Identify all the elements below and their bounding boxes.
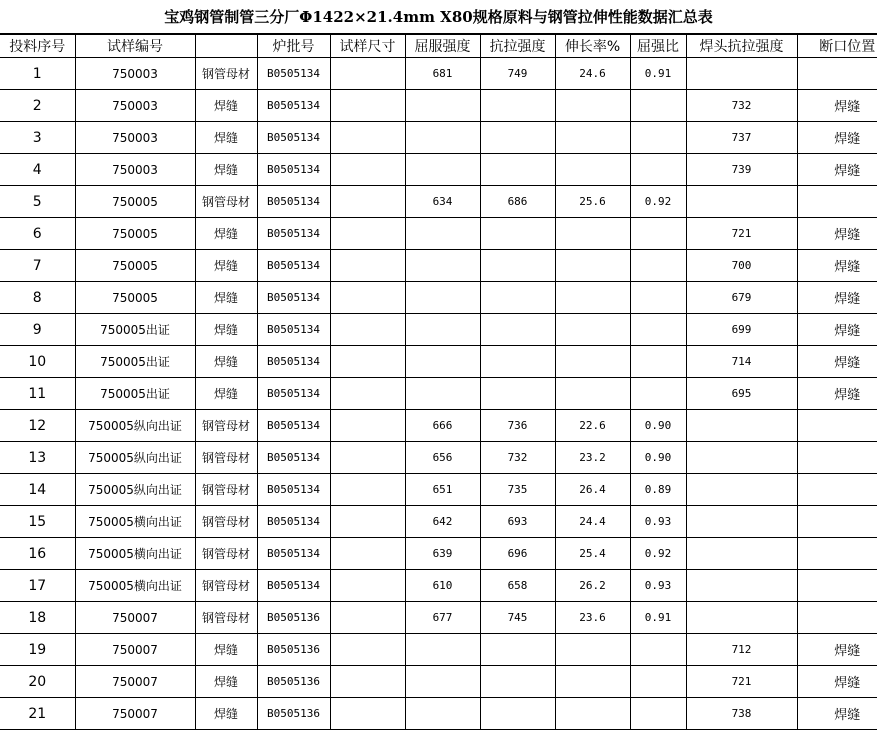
cell-heat-no: B0505134	[257, 250, 330, 282]
cell-yield: 666	[405, 410, 480, 442]
cell-sample-no: 750005	[75, 282, 195, 314]
cell-size	[330, 314, 405, 346]
cell-elongation	[555, 666, 630, 698]
cell-heat-no: B0505134	[257, 506, 330, 538]
cell-ratio	[630, 634, 686, 666]
cell-material: 焊缝	[195, 218, 257, 250]
cell-seq: 16	[0, 538, 75, 570]
cell-sample-no: 750005纵向出证	[75, 410, 195, 442]
cell-seq: 13	[0, 442, 75, 474]
cell-seq: 9	[0, 314, 75, 346]
cell-elongation	[555, 346, 630, 378]
cell-ratio	[630, 122, 686, 154]
cell-size	[330, 218, 405, 250]
cell-heat-no: B0505136	[257, 602, 330, 634]
cell-ratio: 0.92	[630, 186, 686, 218]
cell-size	[330, 570, 405, 602]
cell-heat-no: B0505134	[257, 218, 330, 250]
table-row	[0, 442, 877, 474]
cell-yield	[405, 378, 480, 410]
header-row	[0, 35, 877, 58]
cell-sample-no: 750007	[75, 634, 195, 666]
cell-fracture: 焊缝	[797, 250, 877, 282]
table-row	[0, 378, 877, 410]
cell-seq: 2	[0, 90, 75, 122]
cell-seq: 21	[0, 698, 75, 730]
cell-seq: 4	[0, 154, 75, 186]
cell-tensile	[480, 698, 555, 730]
cell-size	[330, 474, 405, 506]
cell-weld-tensile: 712	[686, 634, 797, 666]
cell-ratio	[630, 154, 686, 186]
cell-yield	[405, 346, 480, 378]
cell-weld-tensile: 739	[686, 154, 797, 186]
cell-size	[330, 346, 405, 378]
cell-tensile	[480, 218, 555, 250]
cell-ratio: 0.90	[630, 442, 686, 474]
cell-material: 焊缝	[195, 378, 257, 410]
cell-yield	[405, 666, 480, 698]
cell-heat-no: B0505134	[257, 58, 330, 90]
cell-ratio	[630, 698, 686, 730]
cell-seq: 15	[0, 506, 75, 538]
cell-fracture: 焊缝	[797, 378, 877, 410]
cell-ratio: 0.90	[630, 410, 686, 442]
cell-size	[330, 634, 405, 666]
cell-sample-no: 750005	[75, 186, 195, 218]
cell-weld-tensile	[686, 58, 797, 90]
cell-fracture: 焊缝	[797, 154, 877, 186]
cell-heat-no: B0505134	[257, 570, 330, 602]
cell-fracture	[797, 442, 877, 474]
cell-sample-no: 750005	[75, 250, 195, 282]
cell-yield	[405, 314, 480, 346]
cell-size	[330, 186, 405, 218]
cell-size	[330, 250, 405, 282]
cell-weld-tensile: 714	[686, 346, 797, 378]
cell-weld-tensile	[686, 570, 797, 602]
cell-tensile: 745	[480, 602, 555, 634]
cell-sample-no: 750007	[75, 602, 195, 634]
cell-elongation	[555, 154, 630, 186]
cell-sample-no: 750005	[75, 218, 195, 250]
table-row	[0, 538, 877, 570]
cell-size	[330, 666, 405, 698]
cell-tensile: 696	[480, 538, 555, 570]
header-yield: 屈服强度	[405, 35, 480, 58]
cell-tensile	[480, 154, 555, 186]
cell-elongation: 26.2	[555, 570, 630, 602]
cell-seq: 18	[0, 602, 75, 634]
table-row	[0, 410, 877, 442]
cell-material: 钢管母材	[195, 442, 257, 474]
header-fracture: 断口位置	[797, 35, 877, 58]
cell-material: 焊缝	[195, 666, 257, 698]
table-row	[0, 122, 877, 154]
cell-weld-tensile	[686, 506, 797, 538]
cell-seq: 14	[0, 474, 75, 506]
cell-weld-tensile: 737	[686, 122, 797, 154]
cell-ratio	[630, 282, 686, 314]
cell-elongation: 23.2	[555, 442, 630, 474]
cell-weld-tensile: 738	[686, 698, 797, 730]
cell-ratio: 0.89	[630, 474, 686, 506]
cell-heat-no: B0505134	[257, 122, 330, 154]
cell-heat-no: B0505134	[257, 378, 330, 410]
cell-seq: 20	[0, 666, 75, 698]
cell-elongation	[555, 314, 630, 346]
cell-heat-no: B0505134	[257, 154, 330, 186]
cell-material: 焊缝	[195, 346, 257, 378]
cell-fracture: 焊缝	[797, 314, 877, 346]
cell-seq: 7	[0, 250, 75, 282]
cell-weld-tensile: 699	[686, 314, 797, 346]
cell-material: 焊缝	[195, 314, 257, 346]
cell-material: 焊缝	[195, 282, 257, 314]
cell-tensile: 693	[480, 506, 555, 538]
cell-weld-tensile: 700	[686, 250, 797, 282]
cell-yield: 681	[405, 58, 480, 90]
cell-tensile	[480, 314, 555, 346]
cell-tensile	[480, 346, 555, 378]
cell-fracture	[797, 186, 877, 218]
cell-ratio: 0.91	[630, 58, 686, 90]
cell-yield	[405, 122, 480, 154]
cell-ratio: 0.91	[630, 602, 686, 634]
cell-ratio: 0.92	[630, 538, 686, 570]
cell-seq: 12	[0, 410, 75, 442]
cell-yield	[405, 634, 480, 666]
cell-elongation: 26.4	[555, 474, 630, 506]
cell-fracture	[797, 506, 877, 538]
cell-yield	[405, 250, 480, 282]
cell-yield	[405, 154, 480, 186]
cell-material: 焊缝	[195, 122, 257, 154]
cell-elongation: 25.6	[555, 186, 630, 218]
header-elongation: 伸长率%	[555, 35, 630, 58]
cell-yield: 642	[405, 506, 480, 538]
cell-heat-no: B0505136	[257, 698, 330, 730]
table-row	[0, 186, 877, 218]
cell-ratio	[630, 346, 686, 378]
cell-material: 钢管母材	[195, 602, 257, 634]
table-row	[0, 474, 877, 506]
table-row	[0, 314, 877, 346]
cell-weld-tensile: 732	[686, 90, 797, 122]
cell-sample-no: 750003	[75, 90, 195, 122]
cell-seq: 8	[0, 282, 75, 314]
table-row	[0, 218, 877, 250]
cell-sample-no: 750005出证	[75, 346, 195, 378]
cell-size	[330, 602, 405, 634]
table-row	[0, 346, 877, 378]
table-row	[0, 698, 877, 730]
cell-weld-tensile	[686, 442, 797, 474]
cell-elongation	[555, 122, 630, 154]
cell-ratio: 0.93	[630, 570, 686, 602]
cell-material: 焊缝	[195, 154, 257, 186]
cell-tensile	[480, 378, 555, 410]
cell-sample-no: 750003	[75, 154, 195, 186]
cell-fracture	[797, 602, 877, 634]
cell-tensile: 658	[480, 570, 555, 602]
cell-elongation	[555, 282, 630, 314]
cell-material: 钢管母材	[195, 186, 257, 218]
cell-size	[330, 282, 405, 314]
table-title: 宝鸡钢管制管三分厂Φ1422×21.4mm X80规格原料与钢管拉伸性能数据汇总表	[0, 0, 877, 34]
cell-heat-no: B0505134	[257, 282, 330, 314]
cell-sample-no: 750005横向出证	[75, 538, 195, 570]
cell-material: 钢管母材	[195, 58, 257, 90]
cell-tensile: 686	[480, 186, 555, 218]
cell-seq: 11	[0, 378, 75, 410]
cell-yield: 656	[405, 442, 480, 474]
cell-size	[330, 442, 405, 474]
cell-material: 焊缝	[195, 250, 257, 282]
cell-yield	[405, 90, 480, 122]
cell-elongation	[555, 250, 630, 282]
cell-ratio	[630, 666, 686, 698]
cell-yield: 610	[405, 570, 480, 602]
cell-size	[330, 58, 405, 90]
cell-fracture: 焊缝	[797, 218, 877, 250]
cell-elongation: 22.6	[555, 410, 630, 442]
cell-material: 钢管母材	[195, 474, 257, 506]
cell-size	[330, 154, 405, 186]
cell-size	[330, 90, 405, 122]
cell-fracture: 焊缝	[797, 666, 877, 698]
cell-fracture	[797, 410, 877, 442]
cell-fracture	[797, 538, 877, 570]
cell-weld-tensile: 721	[686, 218, 797, 250]
cell-elongation	[555, 698, 630, 730]
cell-seq: 3	[0, 122, 75, 154]
cell-ratio	[630, 314, 686, 346]
cell-weld-tensile: 695	[686, 378, 797, 410]
cell-heat-no: B0505134	[257, 314, 330, 346]
cell-tensile	[480, 250, 555, 282]
cell-elongation: 24.4	[555, 506, 630, 538]
cell-sample-no: 750007	[75, 698, 195, 730]
cell-seq: 6	[0, 218, 75, 250]
cell-elongation	[555, 218, 630, 250]
cell-sample-no: 750005纵向出证	[75, 474, 195, 506]
cell-tensile	[480, 634, 555, 666]
cell-sample-no: 750005出证	[75, 314, 195, 346]
cell-sample-no: 750003	[75, 122, 195, 154]
cell-heat-no: B0505134	[257, 538, 330, 570]
cell-material: 焊缝	[195, 698, 257, 730]
cell-yield	[405, 218, 480, 250]
cell-sample-no: 750005出证	[75, 378, 195, 410]
cell-heat-no: B0505134	[257, 186, 330, 218]
table-row	[0, 570, 877, 602]
cell-yield	[405, 698, 480, 730]
cell-ratio	[630, 378, 686, 410]
cell-tensile: 735	[480, 474, 555, 506]
cell-material: 钢管母材	[195, 410, 257, 442]
cell-sample-no: 750003	[75, 58, 195, 90]
header-tensile: 抗拉强度	[480, 35, 555, 58]
cell-heat-no: B0505134	[257, 474, 330, 506]
cell-yield: 651	[405, 474, 480, 506]
data-table	[0, 34, 877, 730]
cell-size	[330, 506, 405, 538]
cell-seq: 5	[0, 186, 75, 218]
cell-seq: 19	[0, 634, 75, 666]
cell-fracture	[797, 58, 877, 90]
table-row	[0, 250, 877, 282]
cell-heat-no: B0505136	[257, 666, 330, 698]
cell-fracture: 焊缝	[797, 90, 877, 122]
cell-weld-tensile	[686, 410, 797, 442]
table-row	[0, 154, 877, 186]
cell-heat-no: B0505134	[257, 90, 330, 122]
cell-heat-no: B0505134	[257, 442, 330, 474]
cell-material: 焊缝	[195, 90, 257, 122]
cell-material: 钢管母材	[195, 538, 257, 570]
cell-sample-no: 750005纵向出证	[75, 442, 195, 474]
cell-size	[330, 410, 405, 442]
cell-fracture: 焊缝	[797, 634, 877, 666]
cell-fracture	[797, 474, 877, 506]
header-seq: 投料序号	[0, 35, 75, 58]
cell-heat-no: B0505134	[257, 346, 330, 378]
cell-material: 钢管母材	[195, 570, 257, 602]
cell-fracture: 焊缝	[797, 282, 877, 314]
cell-elongation: 23.6	[555, 602, 630, 634]
cell-yield: 634	[405, 186, 480, 218]
cell-elongation	[555, 378, 630, 410]
cell-sample-no: 750005横向出证	[75, 570, 195, 602]
cell-ratio: 0.93	[630, 506, 686, 538]
table-row	[0, 634, 877, 666]
cell-seq: 17	[0, 570, 75, 602]
cell-size	[330, 378, 405, 410]
table-row	[0, 58, 877, 90]
cell-ratio	[630, 218, 686, 250]
cell-weld-tensile	[686, 538, 797, 570]
cell-yield: 639	[405, 538, 480, 570]
cell-size	[330, 698, 405, 730]
cell-sample-no: 750007	[75, 666, 195, 698]
header-size: 试样尺寸	[330, 35, 405, 58]
cell-tensile	[480, 282, 555, 314]
cell-material: 焊缝	[195, 634, 257, 666]
cell-fracture	[797, 570, 877, 602]
cell-weld-tensile: 679	[686, 282, 797, 314]
cell-fracture: 焊缝	[797, 698, 877, 730]
cell-heat-no: B0505134	[257, 410, 330, 442]
cell-fracture: 焊缝	[797, 346, 877, 378]
cell-tensile	[480, 666, 555, 698]
cell-weld-tensile	[686, 602, 797, 634]
header-weld-tensile: 焊头抗拉强度	[686, 35, 797, 58]
cell-seq: 10	[0, 346, 75, 378]
cell-elongation	[555, 634, 630, 666]
cell-weld-tensile	[686, 186, 797, 218]
cell-tensile	[480, 122, 555, 154]
cell-weld-tensile	[686, 474, 797, 506]
cell-elongation	[555, 90, 630, 122]
cell-sample-no: 750005横向出证	[75, 506, 195, 538]
table-row	[0, 666, 877, 698]
cell-ratio	[630, 250, 686, 282]
cell-heat-no: B0505136	[257, 634, 330, 666]
header-ratio: 屈强比	[630, 35, 686, 58]
header-material	[195, 35, 257, 58]
table-row	[0, 506, 877, 538]
cell-yield: 677	[405, 602, 480, 634]
cell-size	[330, 538, 405, 570]
header-sample-no: 试样编号	[75, 35, 195, 58]
header-heat-no: 炉批号	[257, 35, 330, 58]
table-row	[0, 602, 877, 634]
cell-material: 钢管母材	[195, 506, 257, 538]
cell-tensile: 749	[480, 58, 555, 90]
cell-tensile	[480, 90, 555, 122]
cell-ratio	[630, 90, 686, 122]
cell-tensile: 732	[480, 442, 555, 474]
table-row	[0, 90, 877, 122]
cell-elongation: 24.6	[555, 58, 630, 90]
cell-seq: 1	[0, 58, 75, 90]
cell-fracture: 焊缝	[797, 122, 877, 154]
table-row	[0, 282, 877, 314]
cell-weld-tensile: 721	[686, 666, 797, 698]
cell-elongation: 25.4	[555, 538, 630, 570]
cell-tensile: 736	[480, 410, 555, 442]
cell-size	[330, 122, 405, 154]
cell-yield	[405, 282, 480, 314]
